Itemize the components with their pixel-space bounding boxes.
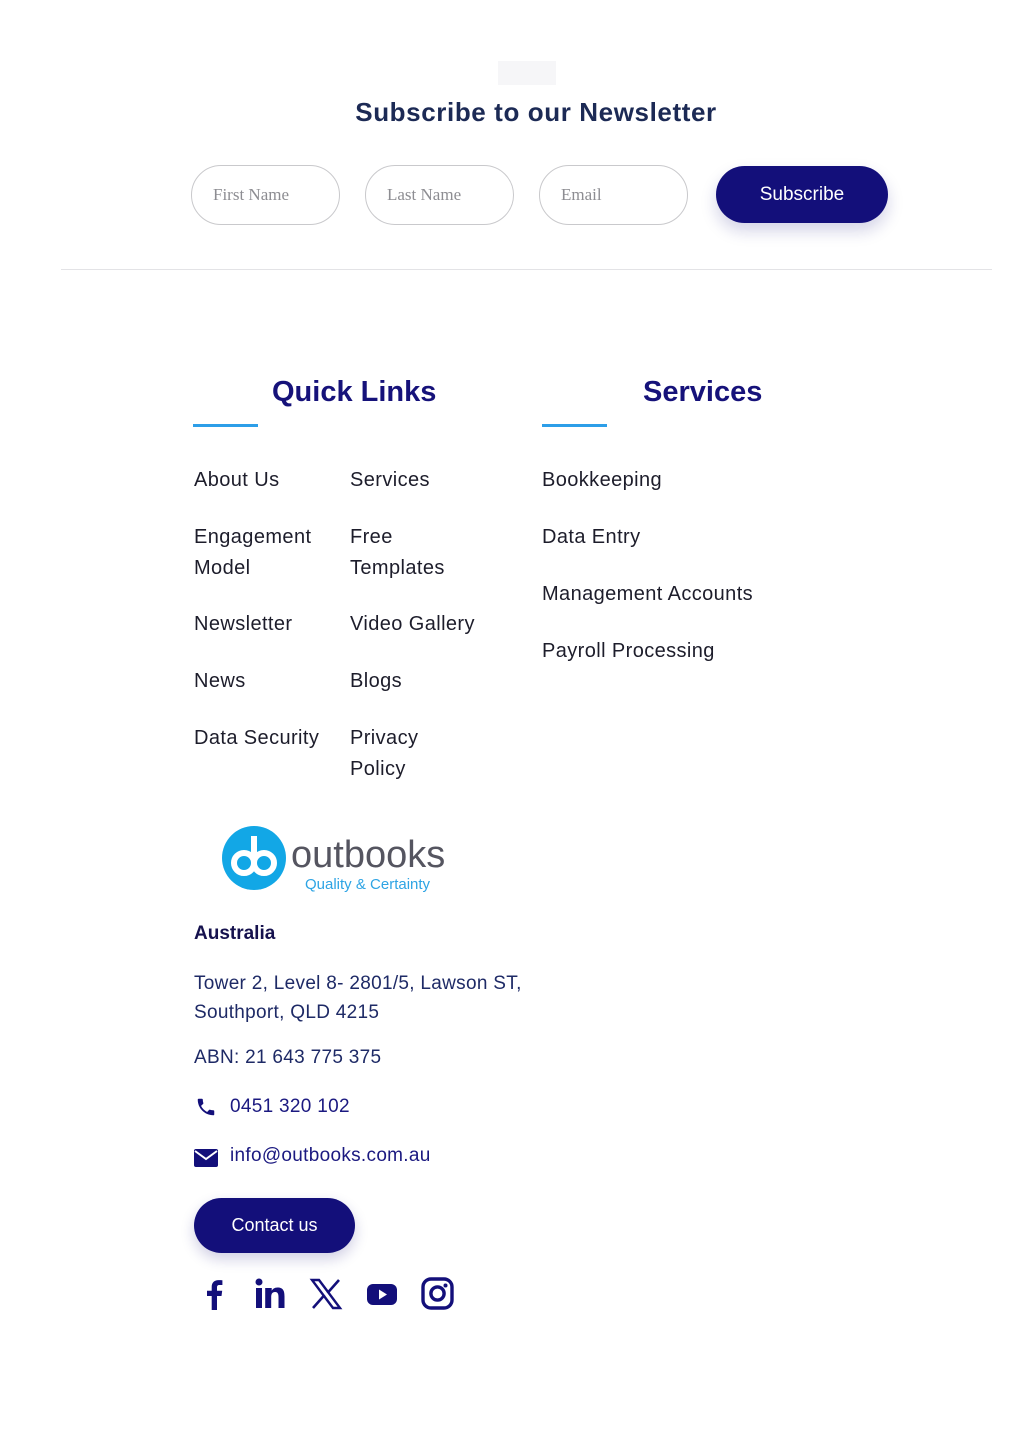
link-video-gallery[interactable]: Video Gallery — [350, 613, 475, 635]
contact-us-button[interactable]: Contact us — [194, 1198, 355, 1253]
newsletter-title: Subscribe to our Newsletter — [355, 97, 717, 127]
phone-link[interactable]: 0451 320 102 — [230, 1096, 350, 1117]
link-engagement-model[interactable]: Engagement Model — [194, 526, 312, 579]
link-blogs[interactable]: Blogs — [350, 670, 403, 692]
subscribe-button[interactable]: Subscribe — [716, 166, 888, 223]
link-about-us[interactable]: About Us — [194, 469, 280, 491]
top-chip — [498, 61, 556, 85]
first-name-input[interactable] — [191, 165, 340, 225]
link-data-security[interactable]: Data Security — [194, 727, 320, 749]
last-name-input[interactable] — [365, 165, 514, 225]
link-data-entry[interactable]: Data Entry — [542, 526, 641, 548]
outbooks-logo[interactable] — [222, 826, 472, 896]
services-underline — [542, 424, 607, 427]
address: Tower 2, Level 8- 2801/5, Lawson ST, Southport, QLD 4215 — [194, 973, 522, 1023]
divider — [61, 269, 992, 270]
email-link[interactable]: info@outbooks.com.au — [230, 1145, 431, 1166]
abn: ABN: 21 643 775 375 — [194, 1047, 382, 1068]
quick-links-heading: Quick Links — [272, 376, 437, 408]
x-icon[interactable] — [307, 1276, 345, 1312]
youtube-icon[interactable] — [363, 1276, 401, 1312]
instagram-icon[interactable] — [418, 1276, 456, 1312]
link-management-accounts[interactable]: Management Accounts — [542, 583, 754, 605]
link-bookkeeping[interactable]: Bookkeeping — [542, 469, 663, 491]
logo-tagline: Quality & Certainty — [305, 876, 431, 893]
quick-links-underline — [193, 424, 258, 427]
link-free-templates[interactable]: Free Templates — [350, 526, 445, 579]
linkedin-icon[interactable] — [251, 1276, 289, 1312]
facebook-icon[interactable] — [196, 1276, 234, 1312]
country-label: Australia — [194, 923, 276, 944]
phone-icon — [193, 1096, 219, 1118]
link-privacy-policy[interactable]: Privacy Policy — [350, 727, 419, 780]
logo-wordmark: outbooks — [291, 834, 446, 876]
services-heading: Services — [643, 376, 763, 408]
email-input[interactable] — [539, 165, 688, 225]
link-news[interactable]: News — [194, 670, 246, 692]
link-payroll-processing[interactable]: Payroll Processing — [542, 640, 715, 662]
link-newsletter[interactable]: Newsletter — [194, 613, 293, 635]
link-services[interactable]: Services — [350, 469, 430, 491]
email-icon — [193, 1147, 219, 1169]
